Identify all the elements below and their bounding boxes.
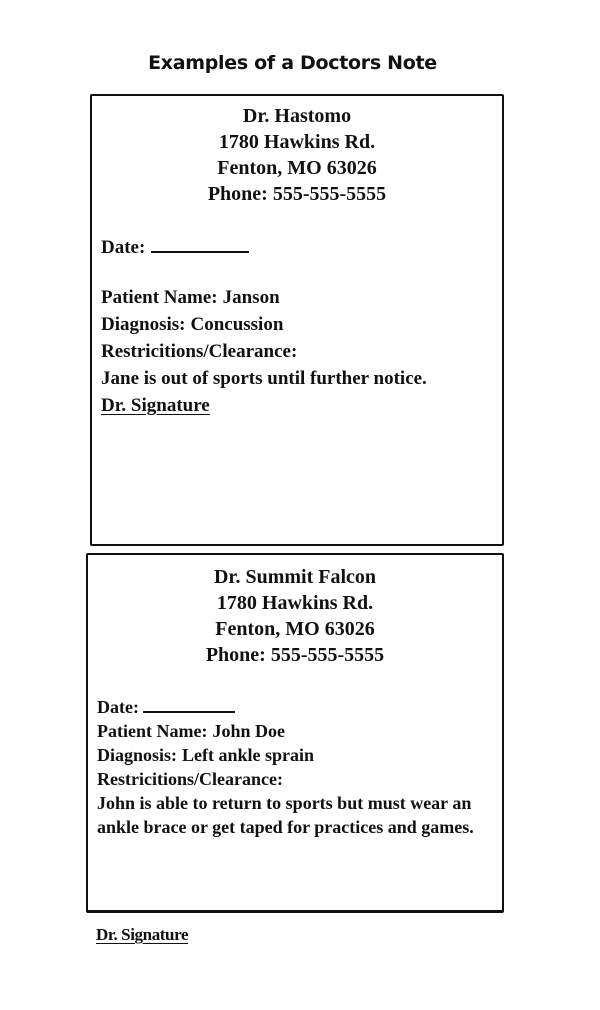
restrictions-label: Restricitions/Clearance:: [97, 769, 283, 789]
patient-name-value: John Doe: [212, 721, 285, 741]
date-row: [97, 695, 502, 719]
patient-name-label: Patient Name:: [101, 287, 218, 308]
restrictions-label: Restricitions/Clearance:: [101, 341, 298, 362]
doctor-header: [92, 96, 502, 207]
doctor-header: [88, 555, 502, 668]
patient-name-row: [97, 719, 502, 743]
doctor-phone: Phone: 555-555-5555: [205, 644, 385, 666]
patient-name-row: [101, 284, 502, 311]
doctors-note-2: [86, 553, 504, 913]
doctor-address: 1780 Hawkins Rd.: [218, 131, 376, 153]
doctor-name: Dr. Summit Falcon: [213, 566, 377, 588]
diagnosis-label: Diagnosis:: [101, 314, 186, 335]
diagnosis-label: Diagnosis:: [97, 745, 178, 765]
signature-link[interactable]: Dr. Signature: [101, 395, 210, 416]
note-body: [88, 695, 502, 839]
diagnosis-row: [101, 311, 502, 338]
doctors-note-1: [90, 94, 504, 546]
signature-link[interactable]: Dr. Signature: [96, 925, 189, 944]
date-blank-line[interactable]: [143, 698, 235, 713]
patient-name-value: Janson: [222, 287, 280, 308]
spacer: [101, 261, 502, 284]
date-label: Date:: [97, 697, 139, 717]
doctor-phone: Phone: 555-555-5555: [207, 183, 387, 205]
diagnosis-value: Concussion: [190, 314, 284, 335]
page-title: Examples of a Doctors Note: [148, 52, 437, 74]
doctor-address: 1780 Hawkins Rd.: [216, 592, 374, 614]
diagnosis-row: [97, 743, 502, 767]
doctor-city: Fenton, MO 63026: [217, 157, 377, 179]
diagnosis-value: Left ankle sprain: [182, 745, 315, 765]
doctor-city: Fenton, MO 63026: [215, 618, 375, 640]
date-blank-line[interactable]: [151, 237, 249, 253]
restrictions-text: Jane is out of sports until further notice.: [101, 368, 427, 389]
note-body: [92, 234, 502, 419]
restrictions-text: John is able to return to sports but must wear an ankle brace or get taped for practices and games.: [97, 793, 474, 837]
date-label: Date:: [101, 237, 146, 258]
date-row: [101, 234, 502, 261]
patient-name-label: Patient Name:: [97, 721, 208, 741]
doctor-name: Dr. Hastomo: [242, 105, 352, 127]
